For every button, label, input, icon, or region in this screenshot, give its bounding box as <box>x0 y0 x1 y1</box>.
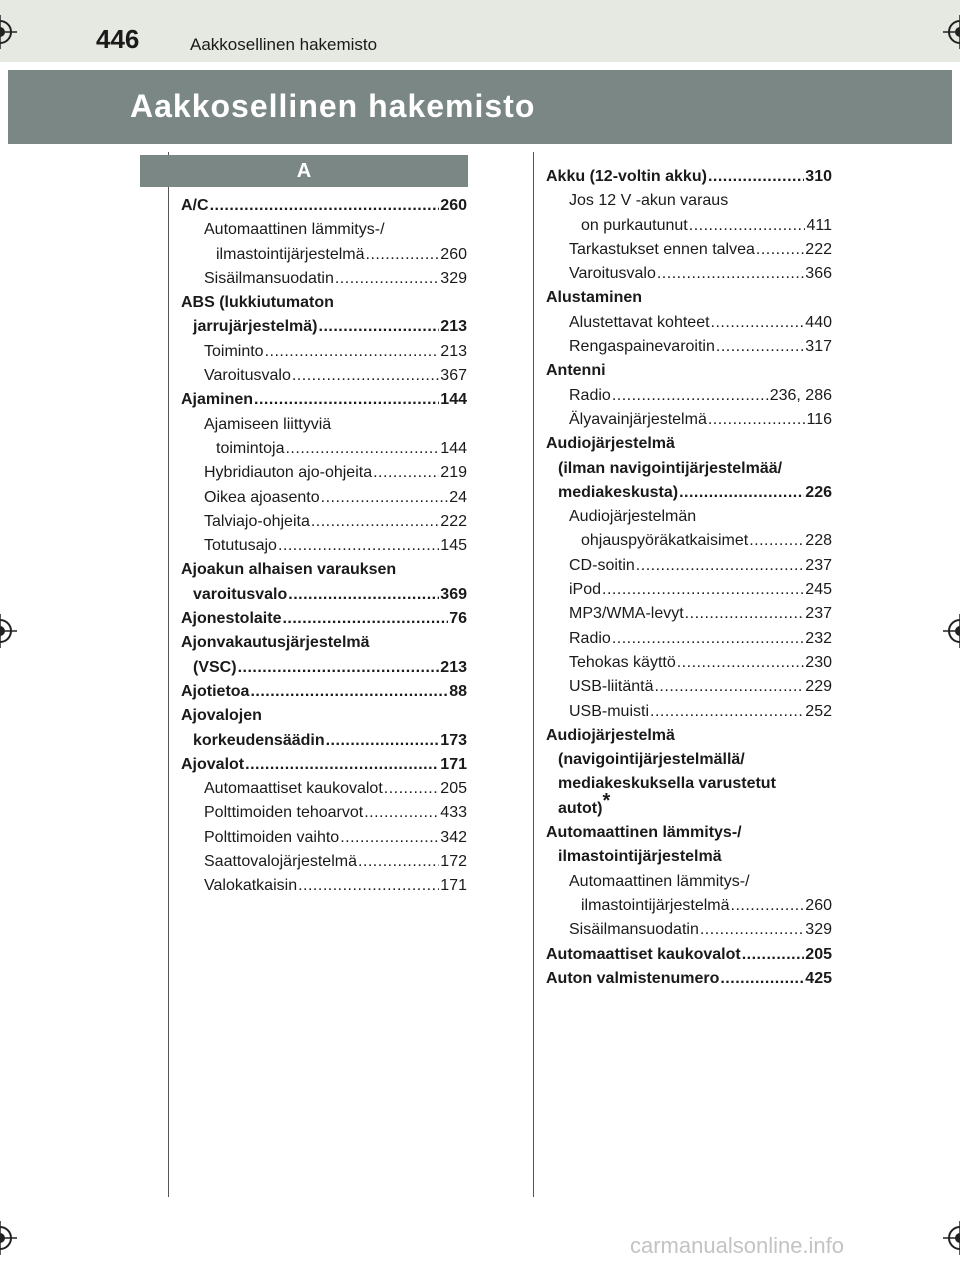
index-entry-text: on purkautunut <box>581 216 688 234</box>
index-entry-page: 144 <box>440 439 467 457</box>
index-entry-page: 222 <box>440 512 467 530</box>
dot-leader <box>711 311 805 335</box>
index-entry-text: (navigointijärjestelmällä/ <box>558 751 745 769</box>
index-entry <box>181 753 467 777</box>
index-entry <box>181 461 467 485</box>
index-entry-page: 245 <box>805 581 832 599</box>
dot-leader <box>288 583 439 607</box>
index-entry-page: 172 <box>440 853 467 871</box>
index-entry <box>546 943 832 967</box>
index-entry-page: 213 <box>440 342 467 360</box>
index-entry <box>546 627 832 651</box>
index-entry <box>546 748 832 772</box>
page-number: 446 <box>96 24 140 54</box>
dot-leader <box>731 894 805 918</box>
dot-leader <box>364 801 439 825</box>
index-entry <box>181 267 467 291</box>
index-entry-text: Sisäilmansuodatin <box>204 269 334 287</box>
dot-leader <box>292 364 439 388</box>
index-entry <box>181 777 467 801</box>
dot-leader <box>326 729 440 753</box>
index-entry-page: 24 <box>449 488 467 506</box>
index-entry <box>546 894 832 918</box>
index-entry <box>546 311 832 335</box>
index-entry-text: Audiojärjestelmä <box>546 435 675 453</box>
index-entry <box>181 437 467 461</box>
index-entry-text: varoitusvalo <box>193 585 288 603</box>
index-entry <box>181 486 467 510</box>
index-entry <box>546 789 832 821</box>
index-entry-page: 116 <box>806 410 832 428</box>
page-title: Aakkosellinen hakemisto <box>130 88 536 124</box>
index-entry-text: Varoitusvalo <box>569 265 656 283</box>
index-entry <box>181 413 467 437</box>
middle-rule <box>533 152 534 1197</box>
index-entry-text: ilmastointijärjestelmä <box>216 245 365 263</box>
index-entry-page: 260 <box>805 896 832 914</box>
index-entry <box>546 700 832 724</box>
index-entry <box>181 388 467 412</box>
dot-leader <box>340 826 439 850</box>
watermark: carmanualsonline.info <box>630 1233 845 1258</box>
registration-mark-icon <box>943 15 960 49</box>
left-rule <box>168 152 169 1197</box>
index-entry <box>546 967 832 991</box>
index-entry-page: 329 <box>805 921 832 939</box>
index-entry-text: Oikea ajoasento <box>204 488 320 506</box>
dot-leader <box>210 194 440 218</box>
index-entry <box>181 510 467 534</box>
index-entry-text: korkeudensäädin <box>193 731 325 749</box>
index-entry-text: Saattovalojärjestelmä <box>204 853 357 871</box>
index-entry <box>181 291 467 315</box>
index-entry <box>181 850 467 874</box>
dot-leader <box>679 481 804 505</box>
index-entry <box>181 315 467 339</box>
index-entry-text: toimintoja <box>216 439 285 457</box>
index-entry <box>546 432 832 456</box>
index-entry-page: 213 <box>440 658 467 676</box>
index-entry-text: Ajoakun alhaisen varauksen <box>181 561 397 579</box>
index-entry-page: 144 <box>440 391 467 409</box>
index-entry-text: mediakeskusta) <box>558 483 679 501</box>
index-entry <box>546 262 832 286</box>
dot-leader <box>265 340 440 364</box>
dot-leader <box>677 651 805 675</box>
index-entry <box>546 481 832 505</box>
index-entry <box>546 578 832 602</box>
dot-leader <box>373 461 439 485</box>
index-entry-page: 317 <box>805 338 832 356</box>
dot-leader <box>742 943 805 967</box>
dot-leader <box>716 335 804 359</box>
index-entry <box>181 558 467 582</box>
index-entry <box>546 918 832 942</box>
index-entry-text: Tehokas käyttö <box>569 653 676 671</box>
index-entry-page: 171 <box>440 877 467 895</box>
index-entry <box>546 505 832 529</box>
dot-leader <box>708 165 804 189</box>
index-entry-page: 366 <box>805 265 832 283</box>
index-entry-page: 342 <box>440 828 467 846</box>
index-entry-page: 219 <box>440 464 467 482</box>
index-entry <box>546 189 832 213</box>
dot-leader <box>657 262 804 286</box>
index-entry <box>546 214 832 238</box>
index-entry-page: 236, 286 <box>769 386 832 404</box>
header-band <box>0 0 960 62</box>
index-entry <box>546 651 832 675</box>
index-entry-page: 145 <box>440 537 467 555</box>
index-entry <box>546 554 832 578</box>
index-entry-text: Polttimoiden vaihto <box>204 828 340 846</box>
index-entry-text: Antenni <box>546 362 606 380</box>
index-entry <box>546 724 832 748</box>
index-entry-page: 230 <box>805 653 832 671</box>
index-entry-text: Ajotietoa <box>181 682 250 700</box>
index-entry-text: jarrujärjestelmä) <box>193 318 318 336</box>
index-entry-text: autot) <box>558 799 603 817</box>
index-entry-text: Toiminto <box>204 342 264 360</box>
index-entry-text: Automaattiset kaukovalot <box>204 780 383 798</box>
index-entry <box>181 656 467 680</box>
index-entry <box>181 680 467 704</box>
index-entry <box>181 631 467 655</box>
index-entry-text: Varoitusvalo <box>204 367 291 385</box>
running-title: Aakkosellinen hakemisto <box>190 35 378 54</box>
index-entry-text: Automaattinen lämmitys-/ <box>569 872 750 890</box>
index-entry-text: Ajovalojen <box>181 707 262 725</box>
index-entry-page: 171 <box>440 755 467 773</box>
dot-leader <box>366 243 440 267</box>
index-entry-text: Automaattiset kaukovalot <box>546 945 741 963</box>
index-entry-page: 88 <box>449 682 467 700</box>
dot-leader <box>685 602 805 626</box>
index-entry-text: Älyavainjärjestelmä <box>569 410 707 428</box>
index-entry-text: ilmastointijärjestelmä <box>558 848 722 866</box>
index-entry <box>181 243 467 267</box>
index-entry <box>181 729 467 753</box>
dot-leader <box>749 529 804 553</box>
index-entry-text: Totutusajo <box>204 537 277 555</box>
index-entry-page: 433 <box>440 804 467 822</box>
index-entry-text: Radio <box>569 629 611 647</box>
index-entry <box>181 583 467 607</box>
dot-leader <box>636 554 805 578</box>
index-entry <box>546 457 832 481</box>
index-entry-page: 260 <box>440 197 467 214</box>
index-entry-text: mediakeskuksella varustetut <box>558 775 776 793</box>
dot-leader <box>311 510 439 534</box>
index-entry-text: ohjauspyöräkatkaisimet <box>581 532 749 550</box>
index-entry-text: Ajovalot <box>181 755 245 773</box>
index-entry <box>181 826 467 850</box>
index-entry-text: Audiojärjestelmän <box>569 508 697 526</box>
registration-mark-icon <box>0 1221 17 1255</box>
dot-leader <box>254 388 439 412</box>
dot-leader <box>602 578 804 602</box>
index-entry-page: 229 <box>805 678 832 696</box>
index-entry-text: Valokatkaisin <box>204 877 298 895</box>
index-entry <box>546 408 832 432</box>
index-entry-text: MP3/WMA-levyt <box>569 605 684 623</box>
index-entry <box>181 534 467 558</box>
index-entry <box>181 218 467 242</box>
index-entry <box>546 359 832 383</box>
index-entry-text: (ilman navigointijärjestelmää/ <box>558 459 783 477</box>
index-entry-text: iPod <box>569 581 602 599</box>
dot-leader <box>708 408 806 432</box>
index-entry-text: USB-muisti <box>569 702 650 720</box>
index-entry-page: 173 <box>440 731 467 749</box>
index-entry-page: 237 <box>805 556 832 574</box>
dot-leader <box>612 384 769 408</box>
index-entry-text: Polttimoiden tehoarvot <box>204 804 364 822</box>
index-entry <box>546 772 832 796</box>
index-entry-text: Radio <box>569 386 611 404</box>
index-entry <box>546 821 832 845</box>
index-entry-text: Ajonvakautusjärjestelmä <box>181 634 370 652</box>
index-entry-page: 367 <box>440 367 467 385</box>
index-entry-text: Akku (12-voltin akku) <box>546 168 707 185</box>
dot-leader <box>654 675 804 699</box>
index-entry <box>546 238 832 262</box>
index-entry <box>181 340 467 364</box>
index-entry-text: USB-liitäntä <box>569 678 654 696</box>
index-entry-page: 222 <box>805 240 832 258</box>
index-column-right <box>546 165 832 991</box>
index-entry <box>181 874 467 898</box>
index-entry-page: 440 <box>805 313 832 331</box>
dot-leader <box>720 967 804 991</box>
index-entry-page: 76 <box>449 610 467 628</box>
index-entry <box>181 194 467 218</box>
dot-leader <box>650 700 804 724</box>
index-entry-page: 205 <box>805 945 832 963</box>
dot-leader <box>612 627 804 651</box>
index-entry-page: 411 <box>806 216 832 234</box>
index-entry <box>546 384 832 408</box>
index-entry-text: CD-soitin <box>569 556 635 574</box>
registration-mark-icon <box>0 614 17 648</box>
index-entry-text: Auton valmistenumero <box>546 969 720 987</box>
dot-leader <box>321 486 449 510</box>
index-entry <box>546 675 832 699</box>
dot-leader <box>238 656 440 680</box>
index-column-left <box>181 194 467 899</box>
index-entry <box>546 602 832 626</box>
index-entry <box>181 364 467 388</box>
registration-mark-icon <box>943 1221 960 1255</box>
dot-leader <box>298 874 439 898</box>
index-entry-text: Alustettavat kohteet <box>569 313 710 331</box>
dot-leader <box>319 315 440 339</box>
registration-mark-icon <box>0 15 17 49</box>
index-entry-text: ilmastointijärjestelmä <box>581 896 730 914</box>
index-entry-page: 228 <box>805 532 832 550</box>
index-entry-text: Ajaminen <box>181 391 254 409</box>
index-entry-text: Tarkastukset ennen talvea <box>569 240 755 258</box>
dot-leader <box>756 238 804 262</box>
index-entry-page: 369 <box>440 585 467 603</box>
index-entry <box>546 286 832 310</box>
dot-leader <box>250 680 448 704</box>
index-entry-text: Automaattinen lämmitys-/ <box>546 824 742 842</box>
index-entry-text: Rengaspainevaroitin <box>569 338 715 356</box>
index-entry-text: Jos 12 V -akun varaus <box>569 192 729 210</box>
dot-leader <box>335 267 439 291</box>
dot-leader <box>384 777 440 801</box>
index-entry-text: Alustaminen <box>546 289 643 307</box>
dot-leader <box>245 753 439 777</box>
index-entry-text: Sisäilmansuodatin <box>569 921 699 939</box>
index-entry-page: 232 <box>805 629 832 647</box>
index-entry-text: Automaattinen lämmitys-/ <box>204 221 385 239</box>
index-entry-text: Hybridiauton ajo-ohjeita <box>204 464 373 482</box>
index-entry <box>546 529 832 553</box>
index-entry-text: Audiojärjestelmä <box>546 726 675 744</box>
index-entry-page: 205 <box>440 780 467 798</box>
index-entry-page: 226 <box>805 483 832 501</box>
footnote-star: * <box>602 789 611 812</box>
dot-leader <box>285 437 439 461</box>
index-entry <box>546 845 832 869</box>
index-entry-page: 260 <box>440 245 467 263</box>
index-entry-text: Talviajo-ohjeita <box>204 512 310 530</box>
index-entry-page: 213 <box>440 318 467 336</box>
index-entry <box>181 704 467 728</box>
dot-leader <box>278 534 439 558</box>
index-entry-text: ABS (lukkiutumaton <box>181 294 334 312</box>
section-letter: A <box>140 155 468 187</box>
index-entry-page: 252 <box>805 702 832 720</box>
dot-leader <box>700 918 804 942</box>
index-entry <box>546 335 832 359</box>
index-entry-text: (VSC) <box>193 658 237 676</box>
index-entry-text: Ajamiseen liittyviä <box>204 415 332 433</box>
index-entry-page: 329 <box>440 269 467 287</box>
index-entry-page: 425 <box>805 969 832 987</box>
dot-leader <box>358 850 439 874</box>
index-entry-text: Ajonestolaite <box>181 610 282 628</box>
index-entry-page: 310 <box>805 168 832 185</box>
index-entry <box>546 165 832 189</box>
index-entry <box>181 607 467 631</box>
index-entry-page: 237 <box>805 605 832 623</box>
index-entry-text: A/C <box>181 197 209 214</box>
index-entry <box>181 801 467 825</box>
dot-leader <box>689 214 806 238</box>
index-entry <box>546 870 832 894</box>
dot-leader <box>282 607 448 631</box>
registration-mark-icon <box>943 614 960 648</box>
